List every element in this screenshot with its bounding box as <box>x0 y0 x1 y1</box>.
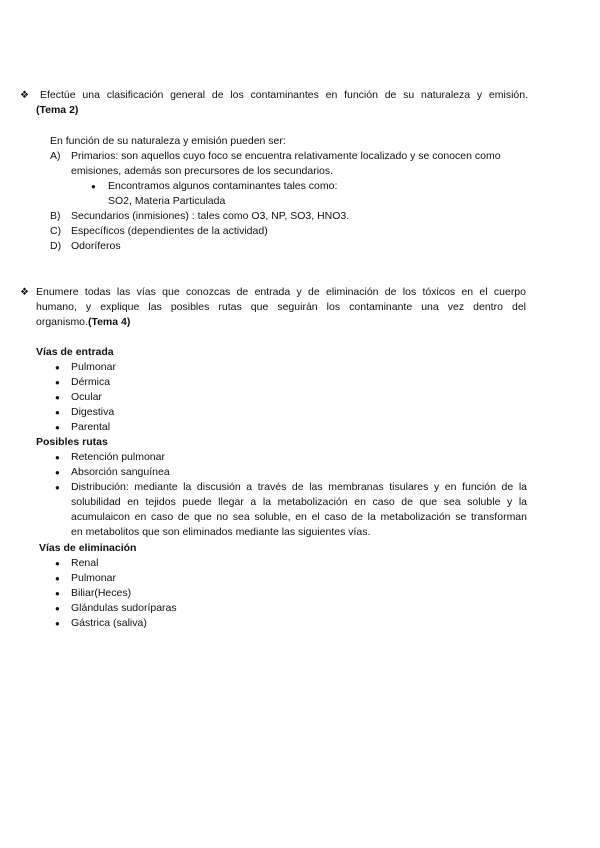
item-b-text: Secundarios (inmisiones) : tales como O3, NP, SO3, HNO3. <box>71 210 350 222</box>
bullet-dot-icon: ● <box>55 408 60 417</box>
bullet-dot-icon: ● <box>55 393 60 402</box>
item-a-line2: emisiones, además son precursores de los secundarios. <box>71 165 334 177</box>
bullet-dot-icon: ● <box>55 483 60 492</box>
item-b-marker: B) <box>50 210 61 222</box>
bullet-dot-icon: ● <box>55 589 60 598</box>
sub-item-line1: Encontramos algunos contaminantes tales como: <box>108 180 338 192</box>
question-2-line2: humano, y explique las posibles rutas que seguirán los contaminante una vez dentro del <box>36 301 526 313</box>
bullet-dot-icon: ● <box>55 453 60 462</box>
bullet-dot-icon: ● <box>55 574 60 583</box>
diamond-bullet-icon: ❖ <box>20 90 29 101</box>
item-c-marker: C) <box>50 225 62 237</box>
question-2-line1: Enumere todas las vías que conozcas de entrada y de eliminación de los tóxicos en el cuerpo <box>36 286 526 298</box>
entrada-heading: Vías de entrada <box>36 346 114 358</box>
eliminacion-heading: Vías de eliminación <box>39 542 137 554</box>
question-1-ref: (Tema 2) <box>36 104 79 116</box>
bullet-dot-icon: ● <box>55 363 60 372</box>
sub-item-line2: SO2, Materia Particulada <box>108 195 226 207</box>
diamond-bullet-icon: ❖ <box>20 287 29 298</box>
bullet-dot-icon: ● <box>55 468 60 477</box>
question-2-line3-text: organismo. <box>36 316 88 328</box>
answer-1-intro: En función de su naturaleza y emisión pueden ser: <box>50 135 286 147</box>
bullet-dot-icon: ● <box>55 423 60 432</box>
item-d-marker: D) <box>50 240 62 252</box>
question-2-ref: (Tema 4) <box>87 316 131 328</box>
distribucion-line3: acumulaicon en caso de que no sea soluble, en el caso de la metabolización se transforman <box>71 511 527 523</box>
distribucion-line1: Distribución: mediante la discusión a través de las membranas tisulares y en función de la <box>71 481 527 493</box>
distribucion-line4: en metabolitos que son eliminados mediante las siguientes vías. <box>71 526 371 538</box>
item-a-line1: Primarios: son aquellos cuyo foco se encuentra relativamente localizado y se conocen como <box>71 150 501 162</box>
bullet-dot-icon: ● <box>55 604 60 613</box>
bullet-dot-icon: ● <box>55 559 60 568</box>
question-2-line3 <box>36 315 130 330</box>
question-1-text: Efectúe una clasificación general de los contaminantes en función de su naturaleza y emisión. <box>40 89 528 101</box>
distribucion-line2: solubilidad en tejidos puede llegar a la metabolización en caso de que sea soluble y la <box>71 496 527 508</box>
bullet-dot-icon: ● <box>55 378 60 387</box>
bullet-dot-icon: ● <box>91 182 96 191</box>
bullet-dot-icon: ● <box>55 619 60 628</box>
item-a-marker: A) <box>50 150 61 162</box>
rutas-heading: Posibles rutas <box>36 436 108 448</box>
item-c-text: Específicos (dependientes de la actividad) <box>71 225 268 237</box>
item-d-text: Odoríferos <box>71 240 121 252</box>
